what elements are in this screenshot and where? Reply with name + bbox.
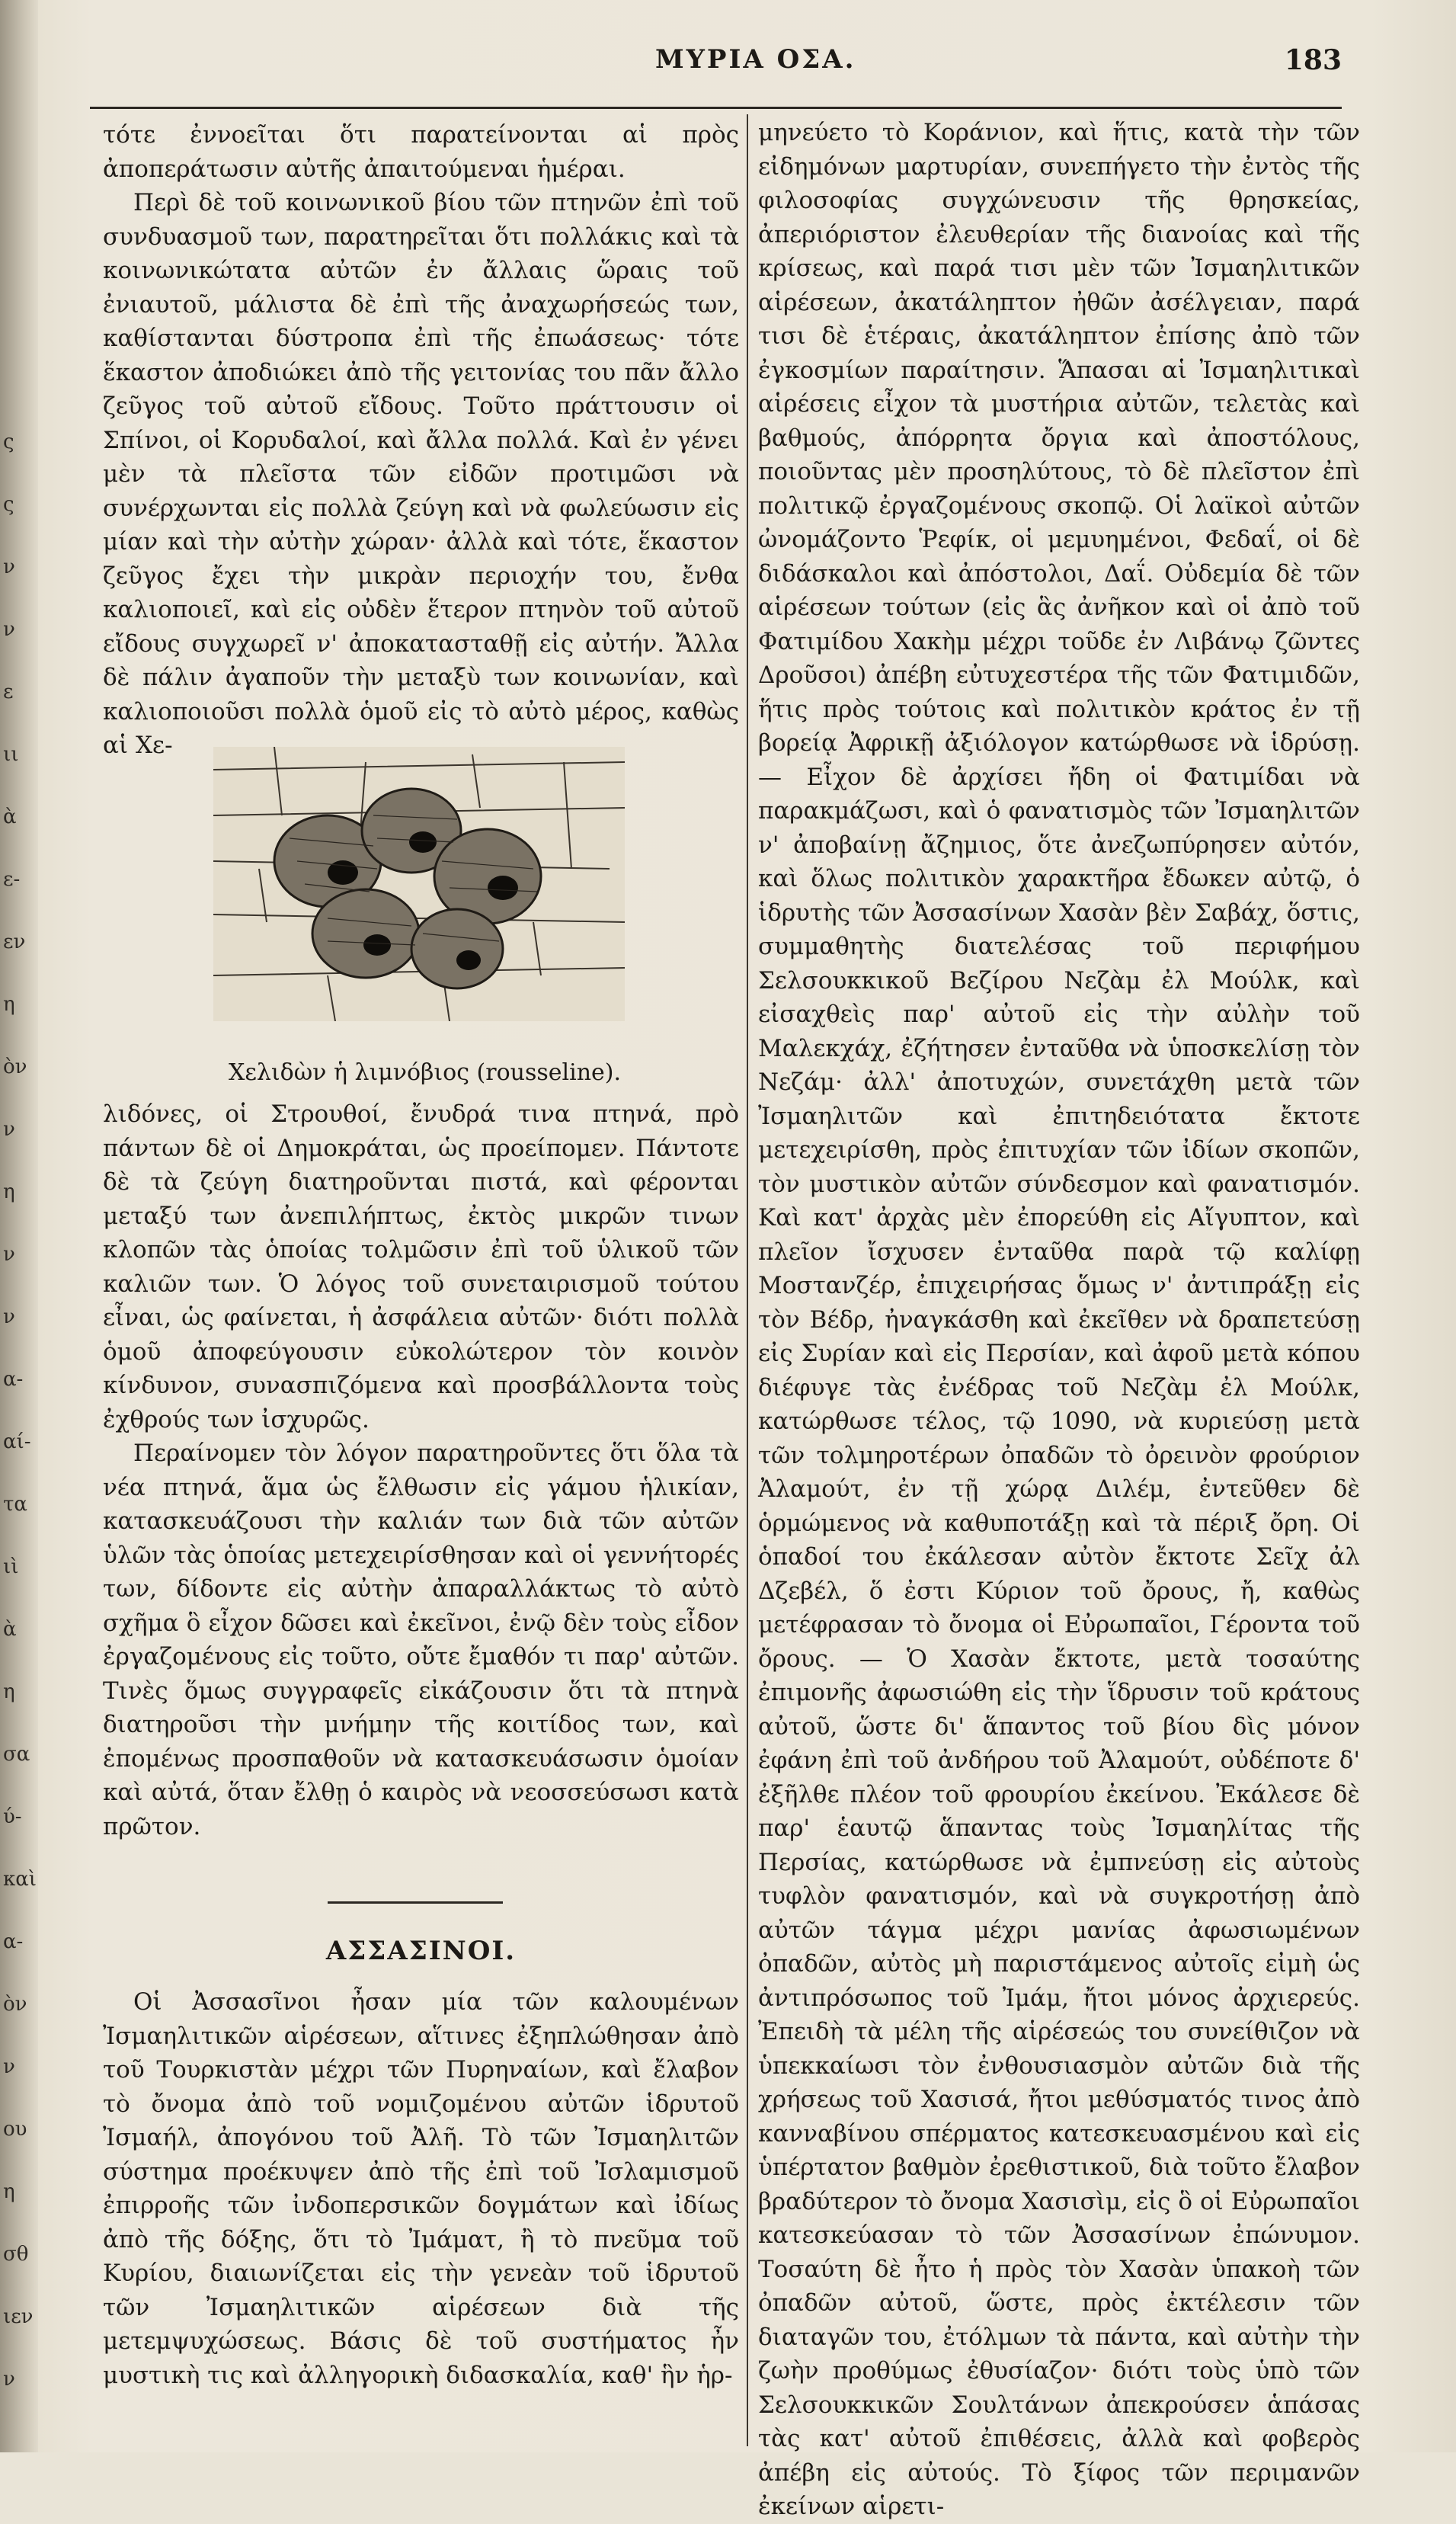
- gutter-fragment: ν: [3, 2055, 15, 2078]
- gutter-fragment: ε-: [3, 868, 21, 891]
- paragraph: Περὶ δὲ τοῦ κοινωνικοῦ βίου τῶν πτηνῶν ἐπὶ τοῦ συνδυασμοῦ των, παρατηρεῖται ὅτι πολλάκις καὶ τὰ κοινωνικώτατα αὐτῶν ἐν ἄλλαις ὥραις τοῦ ἐνιαυτοῦ, μάλιστα δὲ ἐπὶ τῆς ἀναχωρήσεώς των, καθίστανται δύστροπα ἐπὶ τῆς ἐπωάσεως· τότε ἕκαστον ἀποδιώκει ἀπὸ τῆς γειτονίας του πᾶν ἄλλο ζεῦγος τοῦ αὐτοῦ εἴδους. Τοῦτο πράττουσιν οἱ Σπίνοι, οἱ Κορυδαλοί, καὶ ἄλλα πολλά. Καὶ ἐν γένει μὲν τὰ πλεῖστα τῶν εἰδῶν προτιμῶσι νὰ συνέρχωνται εἰς πολλὰ ζεύγη καὶ νὰ φωλεύωσιν εἰς μίαν καὶ τὴν αὐτὴν χώραν· ἀλλὰ καὶ τότε, ἕκαστον ζεῦγος ἔχει τὴν μικρὰν περιοχήν του, ἔνθα καλιοποιεῖ, καὶ εἰς οὐδὲν ἕτερον πτηνὸν τοῦ αὐτοῦ εἴδους συγχωρεῖ ν' ἀποκατασταθῇ εἰς αὐτήν. Ἄλλα δὲ πάλιν ἀγαποῦν τὴν μεταξὺ των κοινωνίαν, καὶ καλιοποιοῦσι πολλὰ ὁμοῦ εἰς τὸ αὐτὸ μέρος, καθὼς αἱ Χε-: [103, 189, 739, 759]
- right-column: [758, 116, 1360, 2524]
- running-head: [0, 37, 1456, 82]
- gutter-fragment: ν: [3, 1305, 15, 1328]
- gutter-fragment: η: [3, 993, 15, 1016]
- gutter-fragment: ὸν: [3, 1993, 27, 2016]
- gutter-fragment: ου: [3, 2118, 27, 2141]
- gutter-fragment: α-: [3, 1368, 24, 1391]
- header-title: ΜΥΡΙΑ ΟΣΑ.: [655, 44, 856, 75]
- gutter-fragment: ιι: [3, 743, 19, 766]
- left-column-middle: [103, 1097, 739, 1843]
- paragraph: τότε ἐννοεῖται ὅτι παρατείνονται αἱ πρὸς ἀποπεράτωσιν αὐτῆς ἀπαιτούμεναι ἡμέραι.: [103, 121, 739, 183]
- gutter-fragment: ν: [3, 1243, 15, 1266]
- gutter-fragment: α-: [3, 1930, 24, 1953]
- paragraph: μηνεύετο τὸ Κοράνιον, καὶ ἥτις, κατὰ τὴν τῶν εἰδημόνων μαρτυρίαν, συνεπήγετο τὴν ἐντὸς τῆς φιλοσοφίας συγχώνευσιν τῆς θρησκείας, ἀπεριόριστον ἐλευθερίαν τῆς διανοίας καὶ τῆς κρίσεως, καὶ παρά τισι μὲν τῶν Ἰσμαηλιτικῶν αἱρέσεων, ἀκατάληπτον ἠθῶν ἀσέλγειαν, παρά τισι δὲ ἑτέραις, ἀκατάληπτον ἐπίσης ἀπὸ τῶν ἐγκοσμίων παραίτησιν. Ἅπασαι αἱ Ἰσμαηλιτικαὶ αἱρέσεις εἶχον τὰ μυστήρια αὐτῶν, τελετὰς καὶ βαθμούς, ἀπόρρητα ὄργια καὶ ἀποστόλους, ποιοῦντας μὲν προσηλύτους, τὸ δὲ πλεῖστον ἐπὶ πολιτικῷ ἐργαζομένους σκοπῷ. Οἱ λαϊκοὶ αὐτῶν ὠνομάζοντο Ῥεφίκ, οἱ μεμυημένοι, Φεδαΐ, οἱ δὲ διδάσκαλοι καὶ ἀπόστολοι, Δαΐ. Οὐδεμία δὲ τῶν αἱρέσεων τούτων (εἰς ἃς ἀνῆκον καὶ οἱ ἀπὸ τοῦ Φατιμίδου Χακὴμ μέχρι τοῦδε ἐν Λιβάνῳ ζῶντες Δροῦσοι) ἀπέβη εὐτυχεστέρα τῆς τῶν Φατιμιδῶν, ἥτις πρὸς τούτοις καὶ πολιτικὸν κράτος ἐν τῇ βορείᾳ Ἀφρικῇ ἀξιόλογον κατώρθωσε νὰ ἱδρύσῃ. — Εἶχον δὲ ἀρχίσει ἤδη οἱ Φατιμίδαι νὰ παρακμάζωσι, καὶ ὁ φανατισμὸς τῶν Ἰσμαηλιτῶν ν' ἀποβαίνῃ ἄζημιος, ὅτε ἀνεζωπύρησεν αὐτόν, καὶ ὅλως πολιτικὸν χαρακτῆρα ἔδωκεν αὐτῷ, ὁ ἱδρυτὴς τῶν Ἀσσασίνων Χασὰν βὲν Σαβάχ, ὅστις, συμμαθητὴς διατελέσας τοῦ περιφήμου Σελσουκκικοῦ Βεζίρου Νεζὰμ ἐλ Μούλκ, καὶ εἰσαχθεὶς παρ' αὐτοῦ εἰς τὴν αὐλὴν τοῦ Μαλεκχάχ, ἐζήτησεν ἐνταῦθα νὰ ὑποσκελίσῃ τὸν Νεζάμ· ἀλλ' ἀποτυχών, συνετάχθη μετὰ τῶν Ἰσμαηλιτῶν καὶ ἐπιτηδειότατα ἔκτοτε μετεχειρίσθη, πρὸς ἐπιτυχίαν τῶν ἰδίων σκοπῶν, τὸν μυστικὸν αὐτῶν σύνδεσμον καὶ φανατισμόν. Καὶ κατ' ἀρχὰς μὲν ἐπορεύθη εἰς Αἴγυπτον, καὶ πλεῖον ἴσχυσεν ἐνταῦθα παρὰ τῷ καλίφῃ Μοστανζέρ, ἐπιχειρήσας ὅμως ν' ἀντιπράξῃ εἰς τὸν Βέδρ, ἠναγκάσθη καὶ ἐκεῖθεν νὰ δραπετεύσῃ εἰς Συρίαν καὶ εἰς Περσίαν, καὶ ἀφοῦ μετὰ κόπου διέφυγε τὰς ἐνέδρας τοῦ Νεζὰμ ἐλ Μούλκ, κατώρθωσε τέλος, τῷ 1090, νὰ κυριεύσῃ μετὰ τῶν τολμηροτέρων ὀπαδῶν τὸ ὀρεινὸν φρούριον Ἀλαμούτ, ἐν τῇ χώρᾳ Διλέμ, ἐντεῦθεν δὲ ὁρμώμενος νὰ καθυποτάξῃ καὶ τὰ πέριξ ὄρη. Οἱ ὁπαδοί του ἐκάλεσαν αὐτὸν ἔκτοτε Σεῖχ ἀλ Δζεβέλ, ὅ ἐστι Κύριον τοῦ ὄρους, ἤ, καθὼς μετέφρασαν τὸ ὄνομα οἱ Εὐρωπαῖοι, Γέροντα τοῦ ὄρους. — Ὁ Χασὰν ἔκτοτε, μετὰ τοσαύτης ἐπιμονῆς ἀφωσιώθη εἰς τὴν ἵδρυσιν τοῦ κράτους αὐτοῦ, ὥστε δι' ἅπαντος τοῦ βίου δὶς μόνον ἐφάνη ἐπὶ τοῦ ἀνδήρου τοῦ Ἀλαμούτ, οὐδέποτε δ' ἐξῆλθε πλέον τοῦ φρουρίου ἐκείνου. Ἐκάλεσε δὲ παρ' ἑαυτῷ ἅπαντας τοὺς Ἰσμαηλίτας τῆς Περσίας, κατώρθωσε νὰ ἐμπνεύσῃ εἰς αὐτοὺς τυφλὸν φανατισμόν, καὶ νὰ συγκροτήσῃ ἀπὸ αὐτῶν τάγμα μέχρι μανίας ἀφωσιωμένων ὀπαδῶν, αὐτὸς μὴ παριστάμενος αὐτοῖς εἰμὴ ὡς ἀντιπρόσωπος τοῦ Ἰμάμ, ἤτοι μόνος ἀρχιερεύς. Ἐπειδὴ τὰ μέλη τῆς αἱρέσεώς του συνείθιζον νὰ ὑπεκκαίωσι τὸν ἐνθουσιασμὸν αὐτῶν διὰ τῆς χρήσεως τοῦ Χασισά, ἤτοι μεθύσματός τινος ἀπὸ κανναβίνου σπέρματος κατεσκευασμένου καὶ εἰς ὑπέρτατον βαθμὸν ἐρεθιστικοῦ, διὰ τοῦτο ἔλαβον βραδύτερον τὸ ὄνομα Χασισὶμ, εἰς ὃ οἱ Εὐρωπαῖοι κατεσκεύασαν τὸ τῶν Ἀσσασίνων ἐπώνυμον. Τοσαύτη δὲ ἦτο ἡ πρὸς τὸν Χασὰν ὑπακοὴ τῶν ὀπαδῶν αὐτοῦ, ὥστε, πρὸς ἐκτέλεσιν τῶν διαταγῶν του, ἐτόλμων τὰ πάντα, καὶ αὐτὴν τὴν ζωὴν προθύμως ἐθυσίαζον· διότι τοὺς ὑπὸ τῶν Σελσουκκικῶν Σουλτάνων ἀπεκρούσεν ἁπάσας τὰς κατ' αὐτοῦ ἐπιθέσεις, ἀλλὰ καὶ φοβερὸς ἀπέβη εἰς αὐτούς. Τὸ ξίφος τῶν περιμανῶν ἐκείνων αἱρετι-: [758, 119, 1360, 2520]
- gutter-fragment: ς: [3, 431, 14, 453]
- swallow-nests-illustration: [213, 747, 625, 1021]
- gutter-fragment: αί-: [3, 1430, 31, 1453]
- gutter-fragment: η: [3, 2180, 15, 2203]
- section-title: ΑΣΣΑΣΙΝΟΙ.: [325, 1936, 517, 1966]
- header-rule: [90, 107, 1342, 109]
- gutter-fragment: ὸν: [3, 1055, 27, 1078]
- left-column-bottom: [103, 1985, 739, 2392]
- gutter-fragment: καὶ: [3, 1868, 37, 1891]
- paragraph: Οἱ Ἀσσασῖνοι ἦσαν μία τῶν καλουμένων Ἰσμαηλιτικῶν αἱρέσεων, αἵτινες ἐξηπλώθησαν ἀπὸ τοῦ Τουρκιστὰν μέχρι τῶν Πυρηναίων, καὶ ἔλαβον τὸ ὄνομα ἀπὸ τοῦ νομιζομένου αὐτῶν ἱδρυτοῦ Ἰσμαήλ, ἀπογόνου τοῦ Ἀλῆ. Τὸ τῶν Ἰσμαηλιτῶν σύστημα προέκυψεν ἀπὸ τῆς ἐπὶ τοῦ Ἰσλαμισμοῦ ἐπιρροῆς τῶν ἰνδοπερσικῶν δογμάτων καὶ ἰδίως ἀπὸ τῆς δόξης, ὅτι τὸ Ἰμάματ, ἢ τὸ πνεῦμα τοῦ Κυρίου, διαιωνίζεται εἰς τὴν γενεὰν τοῦ ἱδρυτοῦ τῶν Ἰσμαηλιτικῶν αἱρέσεων διὰ τῆς μετεμψυχώσεως. Βάσις δὲ τοῦ συστήματος ἦν μυστικὴ τις καὶ ἀλληγορικὴ διδασκαλία, καθ' ἣν ἡρ-: [103, 1988, 739, 2389]
- figure-caption: Χελιδὼν ἡ λιμνόβιος (rousseline).: [228, 1059, 622, 1086]
- gutter-fragment: ν: [3, 2368, 15, 2391]
- gutter-fragment: ὰ: [3, 1618, 17, 1641]
- paragraph: Περαίνομεν τὸν λόγον παρατηροῦντες ὅτι ὅλα τὰ νέα πτηνά, ἅμα ὡς ἔλθωσιν εἰς γάμου ἡλικίαν, κατασκευάζουσι τὴν καλιάν των διὰ τῶν αὐτῶν ὑλῶν τὰς ὁποίας μετεχειρίσθησαν καὶ οἱ γεννήτορές των, δίδοντε εἰς αὐτὴν ἀπαραλλάκτως τὸ αὐτὸ σχῆμα ὃ εἶχον δῶσει καὶ ἐκεῖνοι, ἐνῷ δὲν τοὺς εἶδον ἐργαζομένους εἰς τοῦτο, οὔτε ἔμαθόν τι παρ' αὐτῶν. Τινὲς ὅμως συγγραφεῖς εἰκάζουσιν ὅτι τὰ πτηνὰ διατηροῦσι τὴν μνήμην τῆς κοιτίδος των, καὶ ἐπομένως προσπαθοῦν νὰ κατασκευάσωσιν ὁμοίαν καὶ αὐτά, ὅταν ἔλθῃ ὁ καιρὸς νὰ νεοσσεύσωσι κατὰ πρῶτον.: [103, 1440, 739, 1840]
- gutter-fragment: σθ: [3, 2243, 29, 2266]
- gutter-fragment: ιὶ: [3, 1555, 19, 1578]
- paragraph: λιδόνες, οἱ Στρουθοί, ἔνυδρά τινα πτηνά, πρὸ πάντων δὲ οἱ Δημοκράται, ὡς προείπομεν. Πάντοτε δὲ τὰ ζεύγη διατηροῦνται πιστά, καὶ φέρονται μεταξύ των ἀνεπιλήπτως, ἐκτὸς μικρῶν τινων κλοπῶν τὰς ὁποίας τολμῶσιν ἐπὶ τοῦ ὑλικοῦ τῶν καλιῶν των. Ὁ λόγος τοῦ συνεταιρισμοῦ τούτου εἶναι, ὡς φαίνεται, ἡ ἀσφάλεια αὐτῶν· διότι πολλὰ ὁμοῦ ἀποφεύγουσιν εὐκολώτερον τὸν κοινὸν κίνδυνον, συνασπιζόμενα καὶ προσβάλλοντα τοὺς ἐχθρούς των ἰσχυρῶς.: [103, 1100, 739, 1433]
- gutter-fragment: ε: [3, 681, 14, 703]
- page-number: 183: [1284, 44, 1342, 76]
- gutter-fragment: σα: [3, 1743, 30, 1766]
- gutter-fragment: εν: [3, 930, 26, 953]
- left-column-top: [103, 118, 739, 763]
- gutter-fragment: η: [3, 1180, 15, 1203]
- section-rule: [328, 1901, 503, 1904]
- column-divider: [747, 114, 748, 2446]
- gutter-fragment: τα: [3, 1493, 27, 1516]
- gutter-fragment: ς: [3, 493, 14, 516]
- gutter-fragment: ν: [3, 556, 15, 578]
- gutter-fragment: ιεν: [3, 2305, 34, 2328]
- gutter-fragment: ν: [3, 618, 15, 641]
- gutter-fragment: ν: [3, 1118, 15, 1141]
- gutter-fragment: ὰ: [3, 806, 17, 828]
- left-gutter-previous-page: [0, 0, 38, 2452]
- gutter-fragment: ύ-: [3, 1805, 22, 1828]
- gutter-fragment: η: [3, 1680, 15, 1703]
